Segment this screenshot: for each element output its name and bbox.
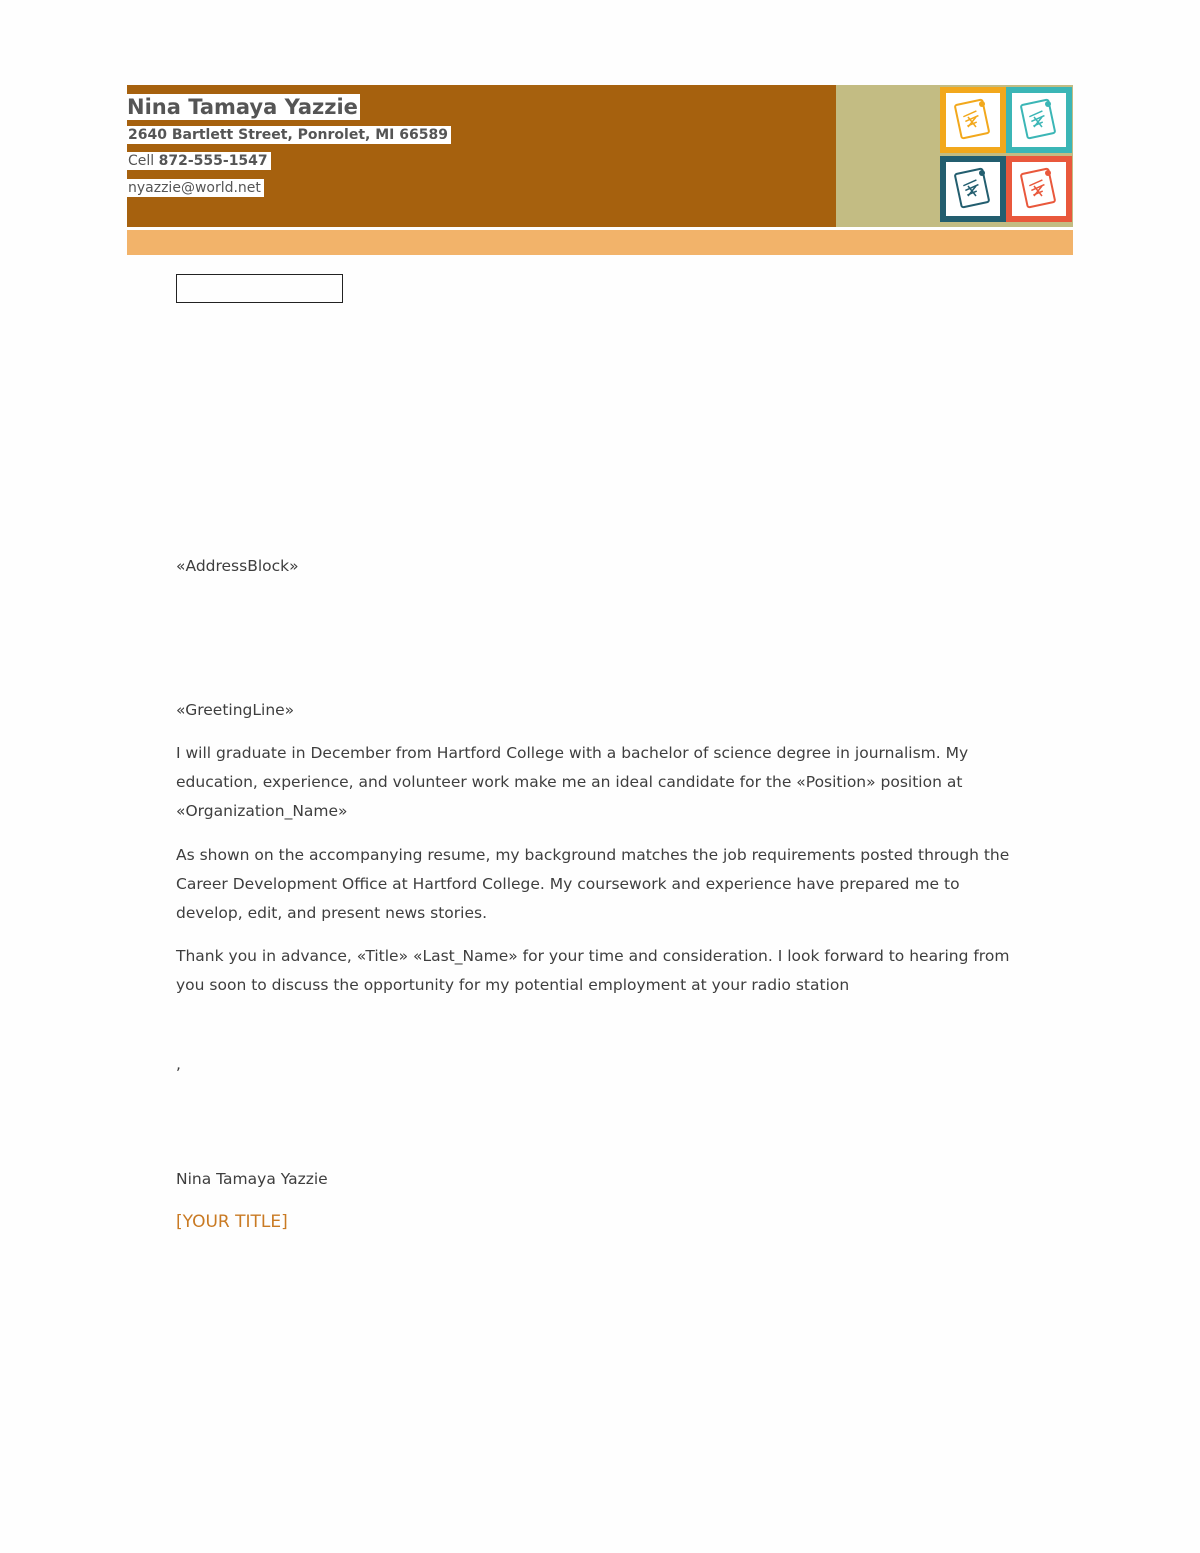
phone-label: Cell <box>128 153 155 169</box>
date-field[interactable] <box>176 274 343 303</box>
signature-title[interactable]: [YOUR TITLE] <box>176 1212 288 1232</box>
notepad-icon <box>1006 87 1072 153</box>
sender-address[interactable]: 2640 Bartlett Street, Ponrolet, MI 66589 <box>127 126 451 144</box>
notepad-icon <box>1006 156 1072 222</box>
sender-phone[interactable] <box>127 152 271 170</box>
notepad-icon <box>940 156 1006 222</box>
body-paragraph[interactable]: As shown on the accompanying resume, my background matches the job requirements posted through the Career Development Office at Hartford College. My coursework and experience have prepared me to develop, edit, and present news stories. <box>176 846 1010 922</box>
closing-line[interactable]: , <box>176 1055 181 1073</box>
greeting-line[interactable]: «GreetingLine» <box>176 701 295 719</box>
body-paragraph[interactable]: Thank you in advance, «Title» «Last_Name» for your time and consideration. I look forward to hearing from you soon to discuss the opportunity for my potential employment at your radio station <box>176 947 1010 994</box>
notepad-icon <box>940 87 1006 153</box>
signature-name[interactable]: Nina Tamaya Yazzie <box>176 1170 328 1188</box>
sender-name[interactable]: Nina Tamaya Yazzie <box>127 95 358 119</box>
address-block[interactable]: «AddressBlock» <box>176 557 299 575</box>
header-stripe <box>127 230 1073 255</box>
body-paragraph[interactable]: I will graduate in December from Hartford College with a bachelor of science degree in journalism. My education, experience, and volunteer work make me an ideal candidate for the «Position» position at «Organization_Name» <box>176 744 969 820</box>
sender-email[interactable]: nyazzie@world.net <box>127 179 264 197</box>
phone-number[interactable]: 872-555-1547 <box>158 153 268 169</box>
